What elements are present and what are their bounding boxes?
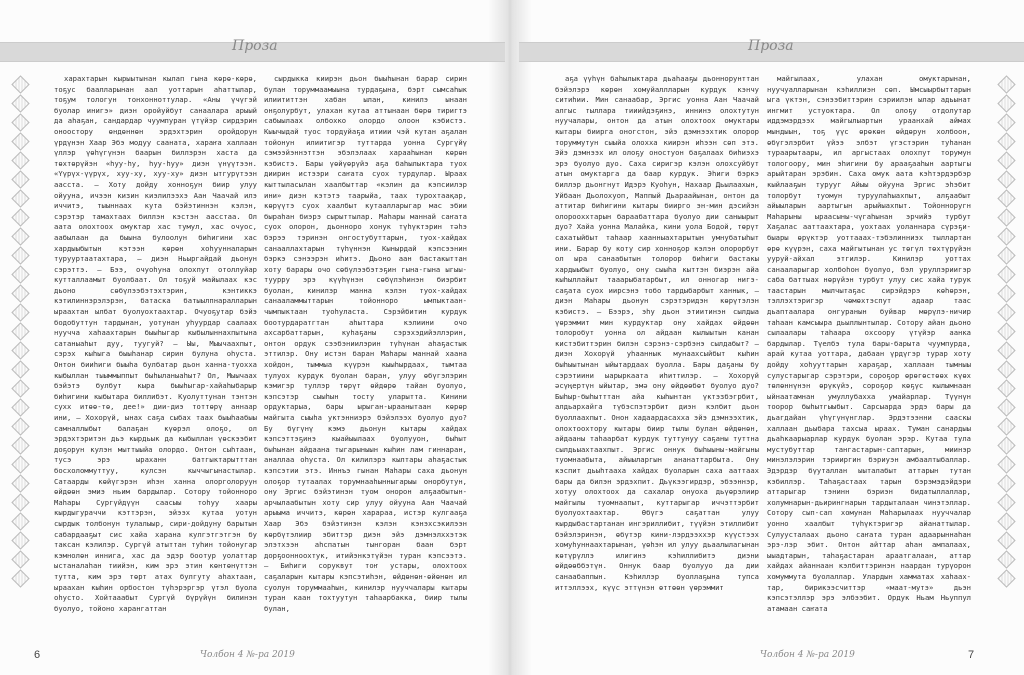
page-number-right: 7: [968, 649, 975, 661]
ornament-icon: [997, 569, 1015, 587]
ornament-icon: [11, 113, 29, 131]
column-text: сырдыкка киирэн дьон быыһынан барар сирин булан торуммаамыына турдаҕына, бэрт сымсаһык илиититтэн хабан ылан, кинилэ ынаан онҕолурбут, улахан кутаа аттынаан бөрө тиригтэ сабыылаах олбохко олордо олоон кэбистэ. Кыычыдай туос тордуйаҕа итиии чэй кутан аҕалан тойонун илиитигэр туттарда уонна Сургүйү сэмээйэннэттэн эбэлэлаах харааһынан көрөн кэбистэ. Бары үөйүөрүйэ аҕа баһылыктара туох диирин истээри саҥата суох турдулар. Ыраах кыттыласылан хаалбыттар «кэлин да кэпсиилэр ини» диэн кэтэтэ таарыйа, таах турохтаақар, көрүүтэ суох хаалбыт кутаалларыгар мас эбии быраһан биэрэ сырыттылар. Маһары маннай саҥата суох олорон, дьонноро хонук түһүктэрин тәһэ бэрээ тэринэн онгостубуттарын, туох-хайдах санааллахтарын түһүннэн Кынырдай кэпсээнин бэркэ сэнээрэн иһитэ. Дьоно аан бастакыттан хоту барары очо сөбүлээбэтэҕин гына-гына ыгыы-туурру эрэ күүһүнэн сөбүлэһинэн биэрбит буолан, кинилэр манна кэлэн туох-хайдах санааламмыттарын тойонноро ымпыктаан-чымпыктаан туоһуласта. Сэрэйбитин курдук боотурдаратгтан аһыттара кэлиини очо ахсарбаттарын, куһаҕаны сэрэхэдийэллэрин, онтон ордук сээбэниилэрин түһүнан аһаҕастык эттилэр. Ону истэн баран Маһары маннай хаана хойдон, тыммыа күүрэн кыыһырдаах, тымтаа тулуох курдук буолан баран, улуу өбүгэлэрин кэмигэр туллэр төрүт өйдөрө тайан буолуо, кэпсэтэр сыыһын тосту уларытта. Кинини ордуктарыа, бары ырыган-ыраанытаан көрөр майгыта сыыһа уктэнниэрэ бэйэлээх буолуо дуо? Бу бүгүнү кэмэ дьонун кытары хайдах кэпсэттэҕинэ кыайыылаах буолууон, быһыт быһынан айдаана тыгарыныын кыһин лам гиннаран, аналлаа оһуста. Ол килилэрэ кылтары аһаҕастык кэпсэтии этэ. Иннъэ гынан Маһары саха дьонун олоҕор тутаалах торумнааһынныгарыы онорбутун, ону Эргис бэйэтинэн туом онорон алҕаабытын-арчылаабытын хоту сир улуу ойууна Аан Чаачай арыыма иччитэ, көрөн харараа, истэр кулгааҕа Хаар Эбэ бэйэтинэн кэлэн кэнэхсэкилээн көрбүтэлиир эбиттэр диэн эйэ дэмнэлххэтэк элэтхээн аһспатын тынгоран баан бэрт дорҕоонноохтук, итийэнкэтүйэн туран кэпсээтэ. — Биһиги соруквут тоҥ устары, олохтоох саҕаларын кытары кэпсэтиһэн, өйдөнөн-өйөнөн ил суолун торуммааһын, кинилэр нууччалары кытары туран каан тохтуутун таһаарбакка, биир тылы булан,: [264, 74, 467, 613]
ornament-icon: [997, 417, 1015, 435]
ornament-icon: [11, 246, 29, 264]
text-column-4: [767, 74, 971, 614]
ornament-icon: [11, 322, 29, 340]
ornament-icon: [997, 493, 1015, 511]
text-column-3: [555, 74, 759, 614]
ornament-icon: [997, 132, 1015, 150]
ornament-icon: [11, 493, 29, 511]
section-title-right: Проза: [748, 38, 794, 54]
ornament-icon: [997, 208, 1015, 226]
ornament-icon: [997, 265, 1015, 283]
ornament-icon: [11, 265, 29, 283]
text-column-1: [54, 74, 257, 614]
ornament-icon: [11, 531, 29, 549]
ornament-icon: [997, 455, 1015, 473]
ornament-icon: [11, 341, 29, 359]
ornament-icon: [11, 512, 29, 530]
ornament-icon: [11, 227, 29, 245]
magazine-footer-right: Чолбон 4 №-ра 2019: [760, 650, 855, 660]
ornament-icon: [11, 208, 29, 226]
ornament-icon: [997, 474, 1015, 492]
ornament-icon: [11, 132, 29, 150]
ornament-icon: [997, 151, 1015, 169]
ornament-icon: [997, 284, 1015, 302]
ornament-icon: [997, 170, 1015, 188]
ornament-icon: [997, 398, 1015, 416]
ornament-icon: [11, 550, 29, 568]
ornament-icon: [997, 550, 1015, 568]
page-gutter: [488, 0, 532, 675]
ornament-icon: [997, 322, 1015, 340]
section-title-left: Проза: [232, 38, 278, 54]
ornament-icon: [11, 94, 29, 112]
ornament-column-left: [10, 74, 30, 614]
ornament-icon: [11, 417, 29, 435]
ornament-icon: [11, 189, 29, 207]
ornament-icon: [11, 170, 29, 188]
ornament-icon: [997, 246, 1015, 264]
ornament-icon: [997, 75, 1015, 93]
column-text: харахтарын кырыытынан кылап гына көрө-көрө, тоҕус баалларынан аал уоттарын аһаттылар, тоҕум тологун тонхонноттулар. «Аны үчүгэй буолар инигэ» диэн оройуйбут санаалара арыый да аһаҕан, сандардар чуумпуран үтүйэр сирдэрин оноостору өндөннөн эрдэхтэрин оройдорун үрдүнэн Хаар Эбэ модуу сааната, хараҥа халлаан үллэр үөһүгүнэн баарын биллэрэн хаста да төхтөрүйэн «һуу-һу, һуу-һуу» диэн үнүүтээн. «Үүрүх-үүрүх, хуу-ху, хуу-ху» диэн ытгурүтээн аасста. — Хоту дойду хонноҕун биир улуу ойууна, ичээн кизин киэлилээхэ Аан Чаачай илэ иччитэ, тыыннаах кута бэйэтиннэн кэлэн, сэрэтэр тамахтаах биллэн кэстэн аасстаа. Ол аата олохтоох омуктар хас тумул, хас очуос, аабылаан да быына булоолун биһигини хас хардыыбытын кэтээн көрөн хоһуунналарын турууртаатахтара, — диэн Ньыргайдай дьонун сэрэттэ. — Бээ, очуоһуна олохпут отоллуйар кутталлаамыт буолбаат. Ол тоҕуй майылаах кэс дьоно сөбүлээбэтэхтэрин, кэнтиккэ кэтилиннэрэлэрэн, батаска батыылпнаралларын ыраахтан ылбат буолуохтаахтар. Очуоҕутар бэйэ бодобуттун тардынан, уотунан уһуурдар саалаах нуучча хаһаахтарын быыһыгар кыбылыннахпытына сатаныаһыт дуу, туугуй? — Ыы, Мыычаахпыт, сэрэх кыһыга быыһанар сирин булуна оһуста. Онтон бииһиги быыһа булбатар дьон ханна-туохха кыбыллан тыыммыппыт быһыланыаһыт? Ол, Мыычаах бэйэтэ булбут кыра быыһыгар-хайаһыбарыр биһигини кыбытара биллибэт. Куолуттунан тэнтэн сухх итөө-тө, дее!» дии-диэ тоттөрү аннаар ини, — Хохорүй, ынах саҕа сыбах таах быыһаабыы самналлыбыт балаҕан күөрэл олоҕо, ол эрдэхтэритэн дьэ кырдьык да кыбыллан үөскээбит доҕорун кулэн мыттыыйа олордо. Онтон сыһтаан, тусэ эрэ ыраханн батгыктарытттан босхоломмуттуу, кулсэн кыччыгынастылар. Сатаарды көйүгэрэн иһэн ханна олорголоруун өйдөөн эмиэ ньим бардылар. Сотору тойонноро Маһары Сургүйдүүн саасыы тоһуу хаары кырдыгураччи кэттэрэн, эйээх кутаа уотун сырдык толбонун тулалыыр, сири-дойдуну барытын сабардааҕыт сис хайа харана кулгэтгэтгэн бу таксан кэлилэр. Сургүй атыттан туһин тойонугар кэмнолөн иннига, хас да эдэр боотур уолаттар ыстаналаһан тиийэн, ким эрэ этин көнтөнүттэн тутта, ким эрэ төрт атах булгуту аһахтаан, ыраахан кыһин орбостон түһэрэргэр үтэл буола оһусто. Хойтааабыт Сургүй бүрүйүн билинэн буолуо, тойоно харангаттан: [54, 74, 257, 613]
ornament-icon: [11, 474, 29, 492]
ornament-icon: [997, 360, 1015, 378]
ornament-icon: [997, 341, 1015, 359]
ornament-icon: [997, 531, 1015, 549]
ornament-icon: [997, 379, 1015, 397]
magazine-footer-left: Чолбон 4 №-ра 2019: [200, 650, 295, 660]
ornament-icon: [997, 436, 1015, 454]
ornament-icon: [11, 379, 29, 397]
page-number-left: 6: [34, 649, 41, 661]
ornament-icon: [11, 360, 29, 378]
ornament-column-right: [996, 74, 1016, 614]
ornament-icon: [997, 227, 1015, 245]
column-text: аҕа үүһүн баһылыктара дьаһааҕы дьоннорунттан бэйэлэрэ көрөн хомуйаллларын курдук кэнчу ситиһии. Мин санаабар, Эргис уонна Аан Чаачай алгыс тыллара тииийдэҕинэ, иннинэ олохтутун нуучалары, онтон да атын олохтоох омуктары кытары биирга оногстон, эйэ дэмнээхтик олорор торуммутун сыыйа олохха киирэн иһээн сөп этэ. Эйэ дэмнээх ил олоҕу оностуон баҕалаах биһиэхэ эрэ буолуо дуо. Саха сиригэр кэлэн олохсуйбут атын омуктарга да баар курдук. Эһиги бэркэ биллэр дьонгнут Идэрэ Куоһун, Нахаар Дьылаахын, Уйбаан Дьолохуоп, Маппый Дьараайынан, онтон да аттитар биһигини кытары биирго эн-мин дэсийэн олорооххтарын бараабаттара буолуо дии саныырыт дуо? Хайа уонна Малайка, кини уола Бодой, төрүт сахатыйбыт таһаар хаанныахтарытын умнубатыһыт ини. Барар бу коту сир хонноҕор кэлэн олорорбут ол ыра санаабытын толорор биһиги бастакы хардыыбыт буолуо, ону сыыһа кыттэн биэрэн айа кыһыллайыт тааарыбатарбыт, ил онногар нигэ-саҕата суох иирсэнэ тобо тардыбарбыт ханнык, – диэн Маһары дьонун сэрэтэридэн көрүтэлэн кэбистэ. — Бээрэ, эһу дьон этиитинэн сылдыа үөрэммит мин курдуктар ону хайдах өйдөөн толоробут уонна ол айдаан кылыытын канан кистэбиттэрин билэн сэрэнэ-сэрбэнэ сылдабыт? – диэн Хохорүй уһааннык мунаахсыйбыт кыһин быһыытынан ыйытардаах буолла. Бары даҕаны бу сэрэтиини ыарыркаата иһиттилэр. — Хохорүй әсүңертүн ыйытар, эмә ону өйдөөбөт буолуо дуо? Быһыр-быһытттан айа кыһынтан үктэзбэгрбит, алдьархайга түбэспэтэрбит диэн кэлбит дьон буоллаахпыт. Онон хадаардасахха эйэ дэмнээхтик, олохтоохтору кытары биир тылы булан өйдөнөн, айдааны таһаарбат курдук туттунуу саҕаны туттна сылдьыахтаахпыт. Эргис оннук быһыыны-майгыны туомнаабыта, айыыларгын ананаттарбыта. Ону кэспит дьыһтааха хайдах буоларын саха ааттаах бары да билэн эрдэхпит. Дьүкээгирдэр, эбээннэр, хотуу олохтоох да сахалар онуоха дьүөрэлиир майгылы туомнаапыт, куттарыгар иччэттэрбит буолуохтаахтар. Өбүгэ саҕаттан улуу кырдыбастартанан ингэриллибит, түүйэн этиллибит бэйэлэринэн, өбүтэр кини-лэрдээххэр күүстээх хомуһуннаахтарынан, үөһэн ил улуу дьаалылагынан көтүрүллэ илигинэ кэһиллибитэ диэни өйдөөббэтүн. Оннук баар буолууо да дии санаабаппын. Кэһиллэр буоллаҕына тупса иттэллээх, күүс эттүнэн өттөөн үөрэммит: [555, 74, 759, 592]
ornament-icon: [997, 303, 1015, 321]
ornament-icon: [11, 284, 29, 302]
ornament-icon: [11, 303, 29, 321]
ornament-icon: [11, 75, 29, 93]
ornament-icon: [11, 151, 29, 169]
column-text: майгылаах, улахан омуктарынан, нуучуалларынан кэһиллиэн сөп. Ымсыырбыттарын ыга үктэн, сэнээбиттэрин сэриилэн ылар адьынат ингмит устуоктара. Ол олоҕу отдолутар иддэмэрдээх майгылыартын ураанхай аймах мындыын, тоҕ үүс өрөкөн өйдөрун холбоон, өбүгэлэрбит үйээ элбэт үгэстэрин туһанан тураарытаары, ил аргыстаах олохпут торумун тологоору, мин эһигини бу арааҕааһын аартыгы арыйтаран эрэбин. Саха омук аата кэһтэрдэрбэр кыйлааҕын турууг Айыы ойууна Эргис эһэбит толорбут туомун туруулаһыахпыт, алҕаабыт айыыларын аартыгын арыйыахпыт. Тойонноругн Маһарыны ыраасыны-чүгаһынан эрчийэ турбут Хаҕалас ааттаахтара, уохтаах уоланнара сүрэҕи-быары өрүктэр уоттааах-тэбэлинниэх тыллартан өрө күүрэн, саха майгытынан ус төгүл төхтүрүйэн ууруй-айхал этгилэр. Кинилэр уоттах санааларыгар холбоһон буолуо, бэл уруллэриигэр саба баттыах нөрүйэн турбут улуу сис хайа турук таастарын мылчытаҕас сирэйдэрэ көһөрэн, тэллэхтэригэр чөмөхтэспут адаар таас дьаптаалара онгуранын буйвар мөрүлэ-ничир таһаан камсыыра дьыллынтылар. Сотору айан дьоно сылаалары таһаара охсоору үтүйэр аанка бардылар. Түелбэ тула бары-барыта чуумпурда, араӥ кутаа уоттара, дабаан үрдүгэр турар хоту дойду хоһууттарын хараҕар, халлаан тымныы сулустарыгар сэрэтэри, сороҕор өрөгөстөөх күөх төлөннүнэн өрүкүйэ, сороҕор көҕүс кылымнаан ыйнаатамнан умуллубахха умайарлар. Түүнүн тоорор быһытгыыбыт. Сарсыарда эрдэ бары да дьагдайан үһүгүнүнглар. Эрдэтээнни сааскы халлаан дьыбара тахсыа ыраах. Туман санардыы дьаһкаарыарлар курдук буолан эрэр. Кутаа тула мустубуттар тангастарын-саптарын, миинэр минэлэлэрин тэрииргин бэриуэн амбаалтыбаллар. Эдэрдэр бүуталлан ыыталабыт аттарын тутан кэбиллэр. Таһаҕастаах тарын бэрэмэдэйдэри аттарыгар тэнинн бэриэн бидатыллаллар, холумнарын-дьирингнарын тардыталаан чинэтэллар. Сотору сып-сап хомунан Маһарылаах нууччалар уонно хаалбыт түһүктэригэр айанаттылар. Сулуусталаах дьоно саҥата туран адаарыннаһан эрэ-лэр эбит. Онтон айттар аһан ампалаах, ыыадтарын, таһаҕастаран араатгалаан, аттар хайдах айаннаан кэлбиттэринэн наардан турүорон хомуммута буолаллар. Улардын хамматах хаһаах-тар, бирикээсчиттэр «маат-мутэ» дьэн кэпсэтэллэр эрэ элбээбит. Ордук Ньам Ньуппул атамаан саҥата: [767, 74, 971, 613]
ornament-icon: [11, 398, 29, 416]
ornament-icon: [11, 455, 29, 473]
ornament-icon: [997, 189, 1015, 207]
ornament-icon: [11, 569, 29, 587]
ornament-icon: [11, 436, 29, 454]
ornament-icon: [997, 113, 1015, 131]
text-column-2: [264, 74, 467, 614]
ornament-icon: [997, 94, 1015, 112]
ornament-icon: [997, 512, 1015, 530]
